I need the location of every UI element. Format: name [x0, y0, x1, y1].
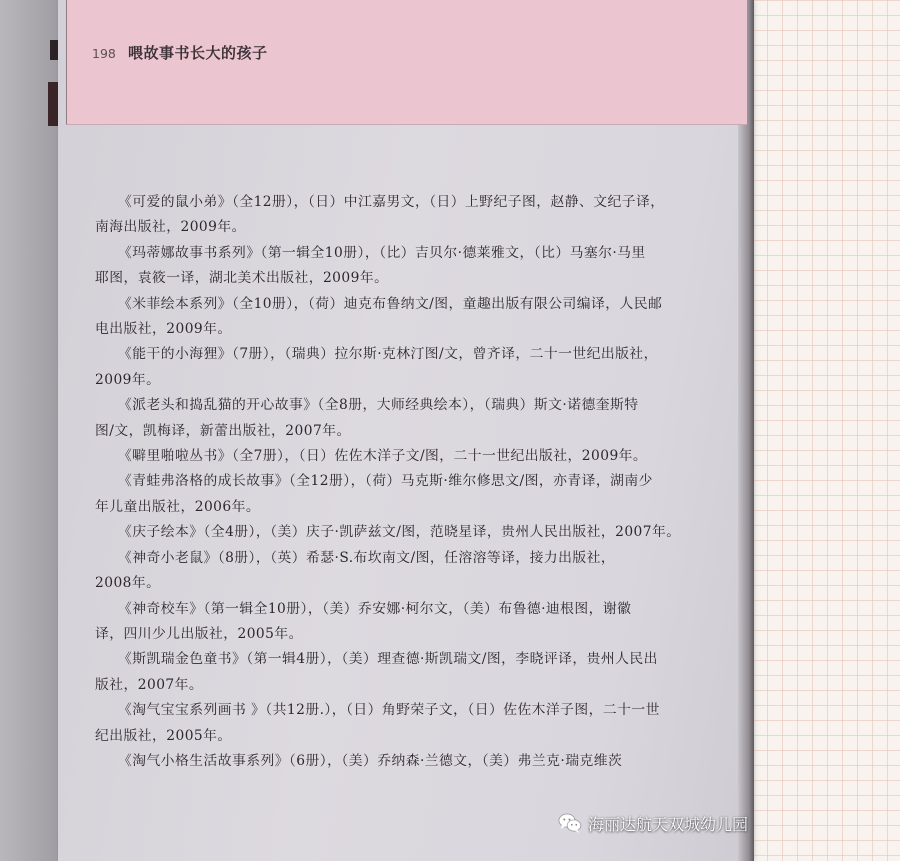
entry-continuation-line: 耶图，袁筱一译，湖北美术出版社，2009年。 — [95, 270, 389, 287]
entry-continuation-line: 译，四川少儿出版社，2005年。 — [95, 625, 303, 642]
entry-line: 《斯凯瑞金色童书》（第一辑4册），（美）理查德·斯凯瑞文/图，李晓评译，贵州人民出 — [118, 651, 658, 668]
entry-line: 《神奇校车》（第一辑全10册），（美）乔安娜·柯尔文，（美）布鲁德·迪根图，谢徽 — [118, 600, 632, 617]
bibliography-entry — [95, 393, 735, 444]
bibliography-entry — [95, 292, 735, 343]
entry-continuation-line: 版社，2007年。 — [95, 676, 204, 693]
bibliography-entry — [95, 597, 735, 648]
entry-continuation-line: 电出版社，2009年。 — [95, 321, 232, 338]
entry-line: 《青蛙弗洛格的成长故事》（全12册），（荷）马克斯·维尔修思文/图，亦青译，湖南少 — [118, 473, 653, 490]
watermark — [558, 810, 748, 836]
bibliography-entry — [95, 647, 735, 698]
page-number: 198 — [92, 46, 116, 61]
bibliography-entry — [95, 469, 735, 520]
entry-continuation-line: 年儿童出版社，2006年。 — [95, 498, 261, 515]
bibliography-entry — [95, 342, 735, 393]
entry-line: 《玛蒂娜故事书系列》（第一辑全10册），（比）吉贝尔·德莱雅文，（比）马塞尔·马里 — [118, 244, 646, 261]
entry-line: 《可爱的鼠小弟》（全12册），（日）中江嘉男文，（日）上野纪子图，赵静、文纪子译， — [118, 194, 665, 210]
bibliography-entry — [95, 241, 735, 292]
entry-line: 《淘气宝宝系列画书 》（共12册.），（日）角野荣子文，（日）佐佐木洋子图，二十一世 — [118, 702, 660, 719]
wechat-icon — [558, 812, 582, 834]
bibliography-entry — [95, 698, 735, 749]
entry-line: 《神奇小老鼠》（8册），（英）希瑟·S.布坎南文/图，任溶溶等译，接力出版社， — [118, 549, 616, 566]
entry-continuation-line: 南海出版社，2009年。 — [95, 219, 246, 236]
entry-line: 《噼里啪啦丛书》（全7册），（日）佐佐木洋子文/图，二十一世纪出版社，2009年。 — [118, 448, 648, 465]
grid-paper-background — [752, 0, 900, 861]
bibliography-entry — [95, 749, 735, 774]
entry-line: 《派老头和捣乱猫的开心故事》（全8册，大师经典绘本），（瑞典）斯文·诺德奎斯特 — [118, 397, 639, 414]
entry-line: 《能干的小海狸》（7册），（瑞典）拉尔斯·克林汀图/文，曾齐译，二十一世纪出版社， — [118, 346, 658, 363]
entry-continuation-line: 图/文，凯梅译，新蕾出版社，2007年。 — [95, 422, 351, 439]
entry-line: 《米菲绘本系列》（全10册），（荷）迪克布鲁纳文/图，童趣出版有限公司编译，人民邮 — [118, 295, 663, 312]
entry-line: 《庆子绘本》（全4册），（美）庆子·凯萨兹文/图，范晓星译，贵州人民出版社，2007年。 — [118, 524, 681, 541]
entry-continuation-line: 2009年。 — [95, 371, 161, 388]
entry-continuation-line: 纪出版社，2005年。 — [95, 727, 232, 744]
entry-line: 《淘气小格生活故事系列》（6册），（美）乔纳森·兰德文，（美）弗兰克·瑞克维茨 — [118, 752, 623, 769]
watermark-text: 海丽达航天双城幼儿园 — [588, 814, 749, 834]
bibliography-entry — [95, 520, 735, 545]
bibliography-entry — [95, 190, 735, 241]
bibliography-entry — [95, 444, 735, 469]
bibliography-entry — [95, 546, 735, 597]
page-edge — [738, 0, 754, 861]
book-title: 喂故事书长大的孩子 — [128, 44, 268, 62]
adjacent-page — [0, 0, 62, 861]
bibliography-list — [95, 190, 735, 774]
entry-continuation-line: 2008年。 — [95, 575, 161, 592]
